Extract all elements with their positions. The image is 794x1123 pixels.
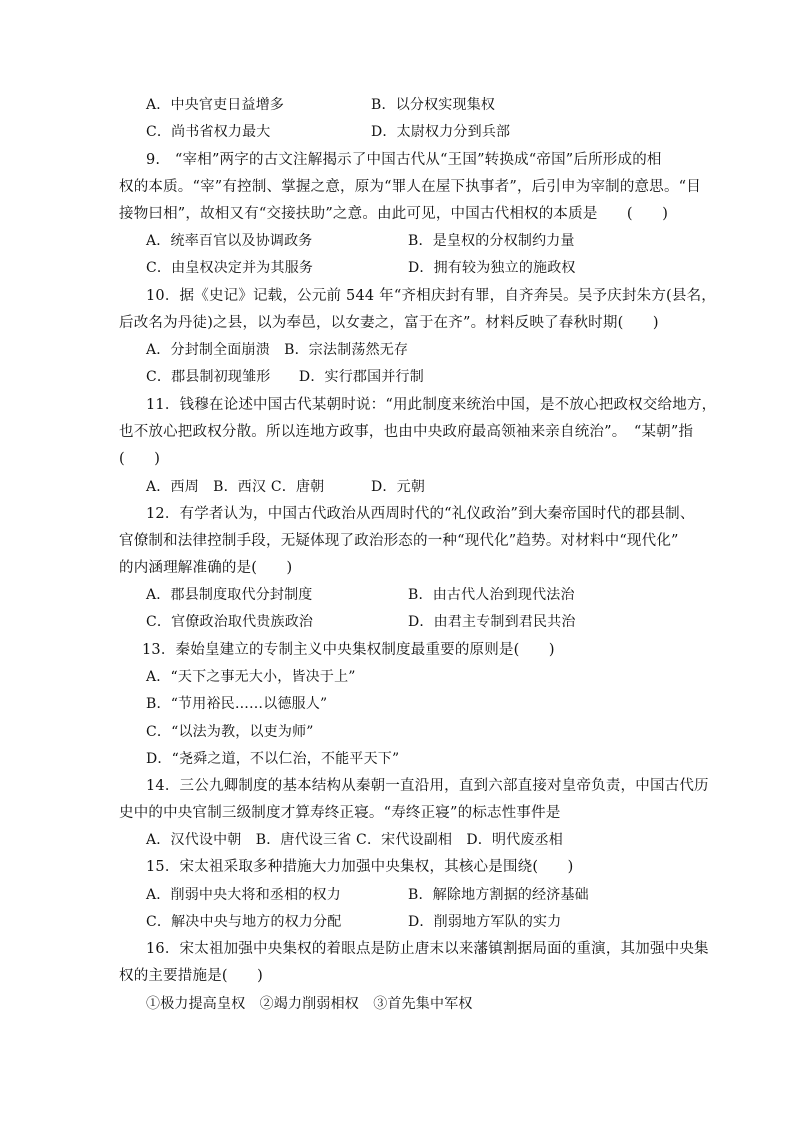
q16-items: ①极力提高皇权 ②竭力削弱相权 ③首先集中军权 xyxy=(146,996,473,1012)
q15-option-d: D．削弱地方军队的实力 xyxy=(408,914,562,930)
q14-stem-line-1: 14．三公九卿制度的基本结构从秦朝一直沿用，直到六部直接对皇帝负责，中国古代历 xyxy=(146,778,709,794)
q12-option-a: A．郡县制度取代分封制度 xyxy=(146,587,313,603)
q10-stem-line-1: 10．据《史记》记载，公元前 544 年“齐相庆封有罪，自齐奔吴。吴予庆封朱方(县名， xyxy=(146,288,717,304)
q8-option-a: A．中央官吏日益增多 xyxy=(146,97,285,113)
q11-stem-line-1: 11．钱穆在论述中国古代某朝时说：“用此制度来统治中国，是不放心把政权交给地方， xyxy=(146,397,717,413)
q15-option-a: A．削弱中央大将和丞相的权力 xyxy=(146,887,341,903)
q12-stem-line-3: 的内涵理解准确的是( ) xyxy=(119,560,293,576)
q12-stem-line-1: 12．有学者认为，中国古代政治从西周时代的“礼仪政治”到大秦帝国时代的郡县制、 xyxy=(146,506,695,522)
q14-options: A．汉代设中朝 B．唐代设三省 C．宋代设副相 D．明代废丞相 xyxy=(146,832,563,848)
q10-options-ab: A．分封制全面崩溃 B．宗法制荡然无存 xyxy=(146,342,409,358)
q12-stem-line-2: 官僚制和法律控制手段，无疑体现了政治形态的一种“现代化”趋势。对材料中“现代化” xyxy=(119,533,679,549)
q9-option-a: A．统率百官以及协调政务 xyxy=(146,233,313,249)
q15-stem-line-1: 15．宋太祖采取多种措施大力加强中央集权，其核心是围绕( ) xyxy=(146,859,574,875)
q13-option-a: A．“天下之事无大小，皆决于上” xyxy=(146,669,356,685)
q15-option-c: C．解决中央与地方的权力分配 xyxy=(146,914,342,930)
q13-stem-line-1: 13．秦始皇建立的专制主义中央集权制度最重要的原则是( ) xyxy=(142,642,555,658)
q13-option-c: C．“以法为教，以吏为师” xyxy=(146,724,314,740)
q9-stem-line-2: 权的本质。“宰”有控制、掌握之意，原为“罪人在屋下执事者”，后引申为宰制的意思。“目 xyxy=(119,179,701,195)
q8-option-d: D．太尉权力分到兵部 xyxy=(371,124,511,140)
q13-option-d: D．“尧舜之道，不以仁治，不能平天下” xyxy=(146,751,400,767)
q14-stem-line-2: 史中的中央官制三级制度才算寿终正寝。“寿终正寝”的标志性事件是 xyxy=(119,805,561,821)
q9-stem-line-3: 接物曰相”，故相又有“交接扶助”之意。由此可见，中国古代相权的本质是 ( ) xyxy=(119,206,669,222)
q9-stem-line-1: 9. “宰相”两字的古文注解揭示了中国古代从“王国”转换成“帝国”后所形成的相 xyxy=(146,152,662,168)
q16-stem-line-2: 权的主要措施是( ) xyxy=(119,968,264,984)
q11-option-d: D．元朝 xyxy=(371,479,426,495)
q12-option-d: D．由君主专制到君民共治 xyxy=(408,614,576,630)
q9-option-b: B．是皇权的分权制约力量 xyxy=(408,233,575,249)
q13-option-b: B．“节用裕民……以德服人” xyxy=(146,696,328,712)
q16-stem-line-1: 16．宋太祖加强中央集权的着眼点是防止唐末以来藩镇割据局面的重演，其加强中央集 xyxy=(146,941,709,957)
q8-option-c: C．尚书省权力最大 xyxy=(146,124,271,140)
q12-option-c: C．官僚政治取代贵族政治 xyxy=(146,614,314,630)
q12-option-b: B．由古代人治到现代法治 xyxy=(408,587,575,603)
q8-option-b: B．以分权实现集权 xyxy=(371,97,496,113)
q10-options-cd: C．郡县制初现雏形 D．实行郡国并行制 xyxy=(146,369,424,385)
q11-options-abc: A．西周 B．西汉 C．唐朝 xyxy=(146,479,325,495)
q15-option-b: B．解除地方割据的经济基础 xyxy=(408,887,589,903)
q10-stem-line-2: 后改名为丹徒)之县，以为奉邑，以女妻之，富于在齐”。材料反映了春秋时期( ) xyxy=(119,315,659,331)
q9-option-c: C．由皇权决定并为其服务 xyxy=(146,260,314,276)
q11-stem-line-3: ( ) xyxy=(119,451,161,467)
q11-stem-line-2: 也不放心把政权分散。所以连地方政事，也由中央政府最高领袖来亲自统治”。 “某朝”指 xyxy=(119,424,694,440)
q9-option-d: D．拥有较为独立的施政权 xyxy=(408,260,576,276)
